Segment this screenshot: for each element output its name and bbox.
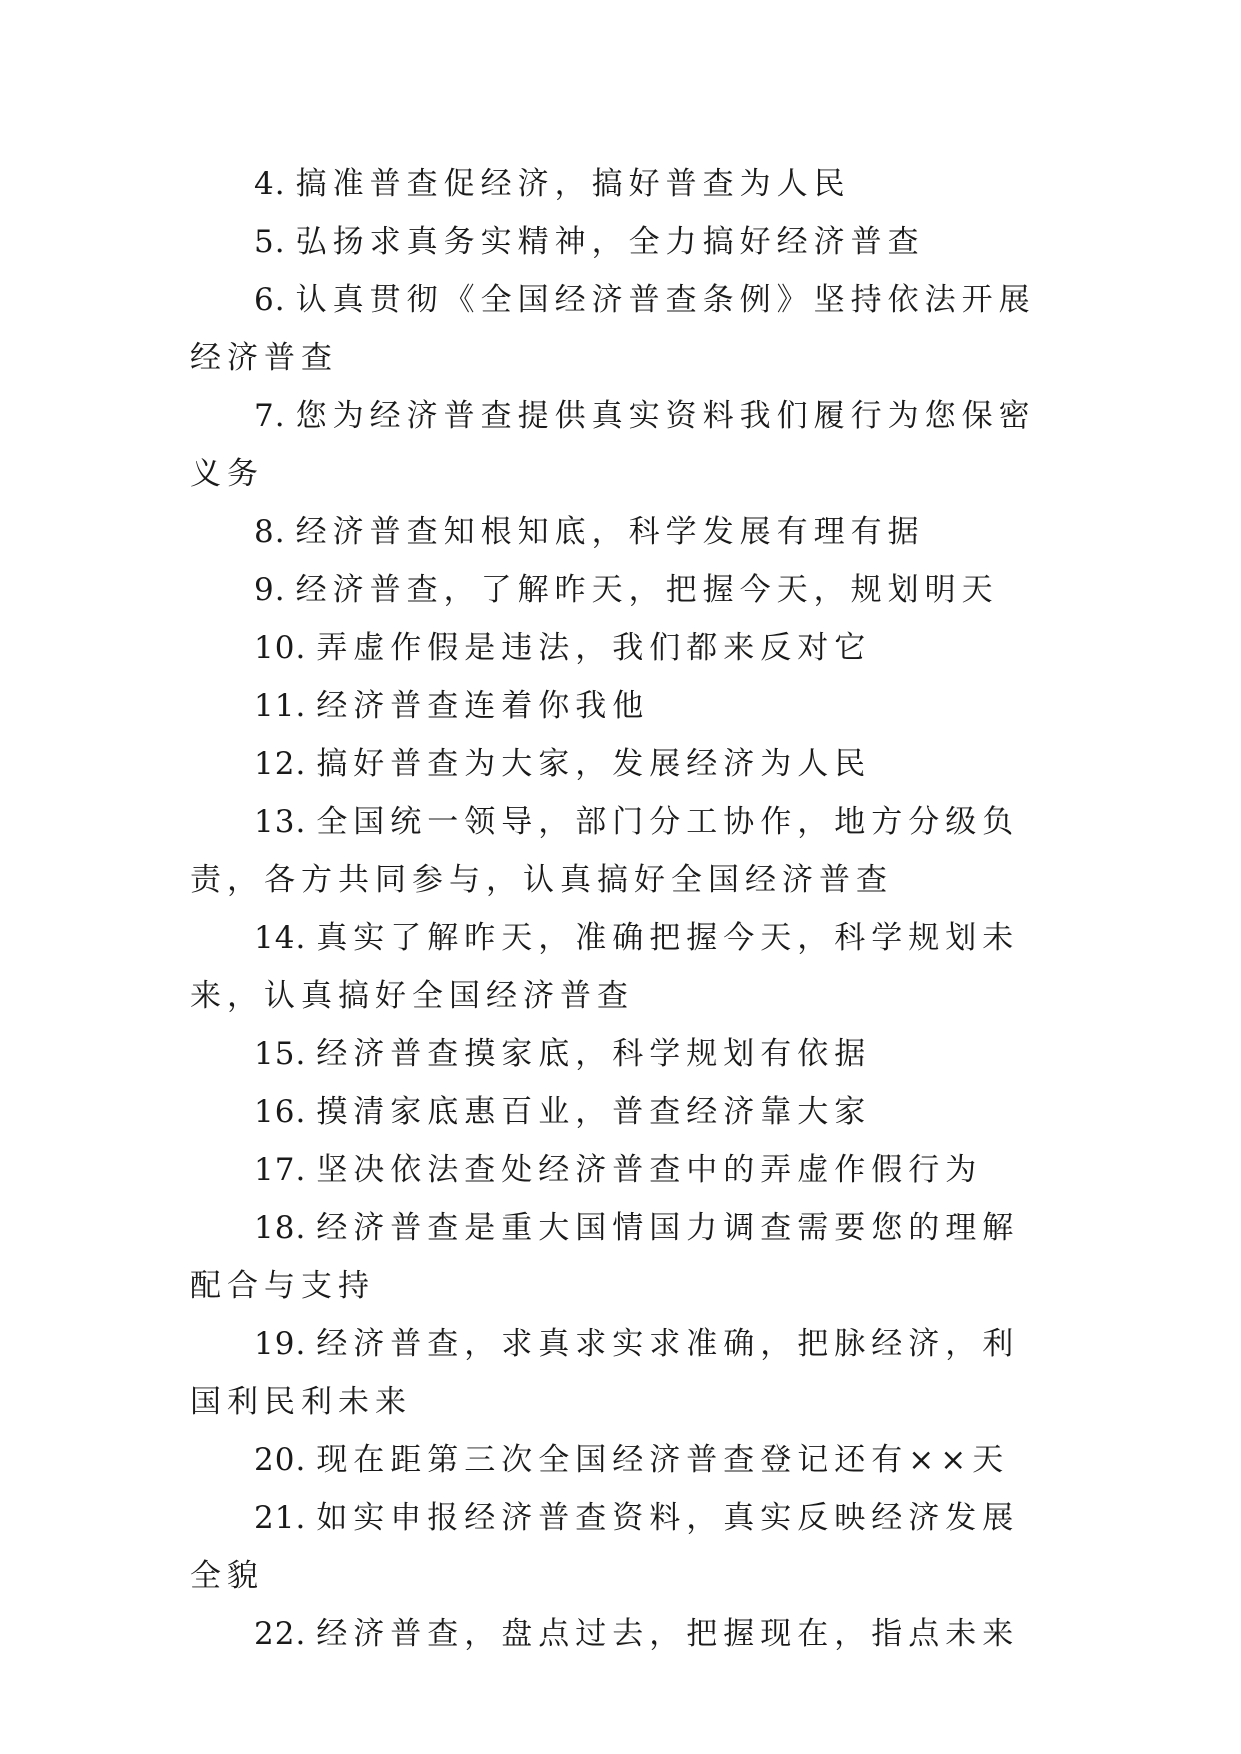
item-text: 经济普查知根知底，科学发展有理有据 [295, 514, 925, 550]
list-item [190, 793, 1050, 909]
item-number: 8. [254, 514, 286, 550]
list-item [190, 1315, 1050, 1431]
list-item [190, 155, 1050, 213]
item-text: 弘扬求真务实精神，全力搞好经济普查 [295, 224, 925, 260]
item-text: 经济普查，求真求实求准确，把脉经济，利国利民利未来 [190, 1326, 1020, 1420]
item-number: 12. [254, 746, 307, 782]
list-item [190, 1083, 1050, 1141]
list-item [190, 387, 1050, 503]
item-number: 20. [254, 1442, 307, 1478]
item-text: 如实申报经济普查资料，真实反映经济发展全貌 [190, 1500, 1020, 1594]
list-item [190, 1025, 1050, 1083]
list-item [190, 1431, 1050, 1489]
item-text: 经济普查是重大国情国力调查需要您的理解配合与支持 [190, 1210, 1020, 1304]
item-text: 认真贯彻《全国经济普查条例》坚持依法开展经济普查 [190, 282, 1036, 376]
item-text: 您为经济普查提供真实资料我们履行为您保密义务 [190, 398, 1036, 492]
item-text: 全国统一领导，部门分工协作，地方分级负责，各方共同参与，认真搞好全国经济普查 [190, 804, 1020, 898]
item-number: 18. [254, 1210, 307, 1246]
item-number: 15. [254, 1036, 307, 1072]
item-text: 弄虚作假是违法，我们都来反对它 [316, 630, 872, 666]
list-item [190, 213, 1050, 271]
item-number: 5. [254, 224, 286, 260]
item-text: 经济普查，盘点过去，把握现在，指点未来 [316, 1616, 1020, 1652]
item-text: 经济普查摸家底，科学规划有依据 [316, 1036, 872, 1072]
list-item [190, 503, 1050, 561]
item-text: 搞好普查为大家，发展经济为人民 [316, 746, 872, 782]
item-number: 13. [254, 804, 307, 840]
item-number: 7. [254, 398, 286, 434]
item-text: 搞准普查促经济，搞好普查为人民 [295, 166, 851, 202]
list-item [190, 909, 1050, 1025]
item-text: 真实了解昨天，准确把握今天，科学规划未来，认真搞好全国经济普查 [190, 920, 1020, 1014]
item-number: 14. [254, 920, 307, 956]
item-number: 22. [254, 1616, 307, 1652]
item-number: 9. [254, 572, 286, 608]
item-number: 10. [254, 630, 307, 666]
list-item [190, 1489, 1050, 1605]
item-number: 19. [254, 1326, 307, 1362]
item-text: 现在距第三次全国经济普查登记还有××天 [316, 1442, 1010, 1478]
item-text: 经济普查，了解昨天，把握今天，规划明天 [295, 572, 999, 608]
list-item [190, 735, 1050, 793]
item-text: 坚决依法查处经济普查中的弄虚作假行为 [316, 1152, 983, 1188]
list-item [190, 271, 1050, 387]
item-number: 16. [254, 1094, 307, 1130]
slogan-list [190, 155, 1050, 1663]
item-number: 6. [254, 282, 286, 318]
list-item [190, 677, 1050, 735]
list-item [190, 619, 1050, 677]
item-number: 11. [254, 688, 307, 724]
list-item [190, 1141, 1050, 1199]
item-number: 21. [254, 1500, 307, 1536]
item-text: 摸清家底惠百业，普查经济靠大家 [316, 1094, 872, 1130]
list-item [190, 561, 1050, 619]
list-item [190, 1199, 1050, 1315]
item-text: 经济普查连着你我他 [316, 688, 650, 724]
item-number: 4. [254, 166, 286, 202]
item-number: 17. [254, 1152, 307, 1188]
list-item [190, 1605, 1050, 1663]
